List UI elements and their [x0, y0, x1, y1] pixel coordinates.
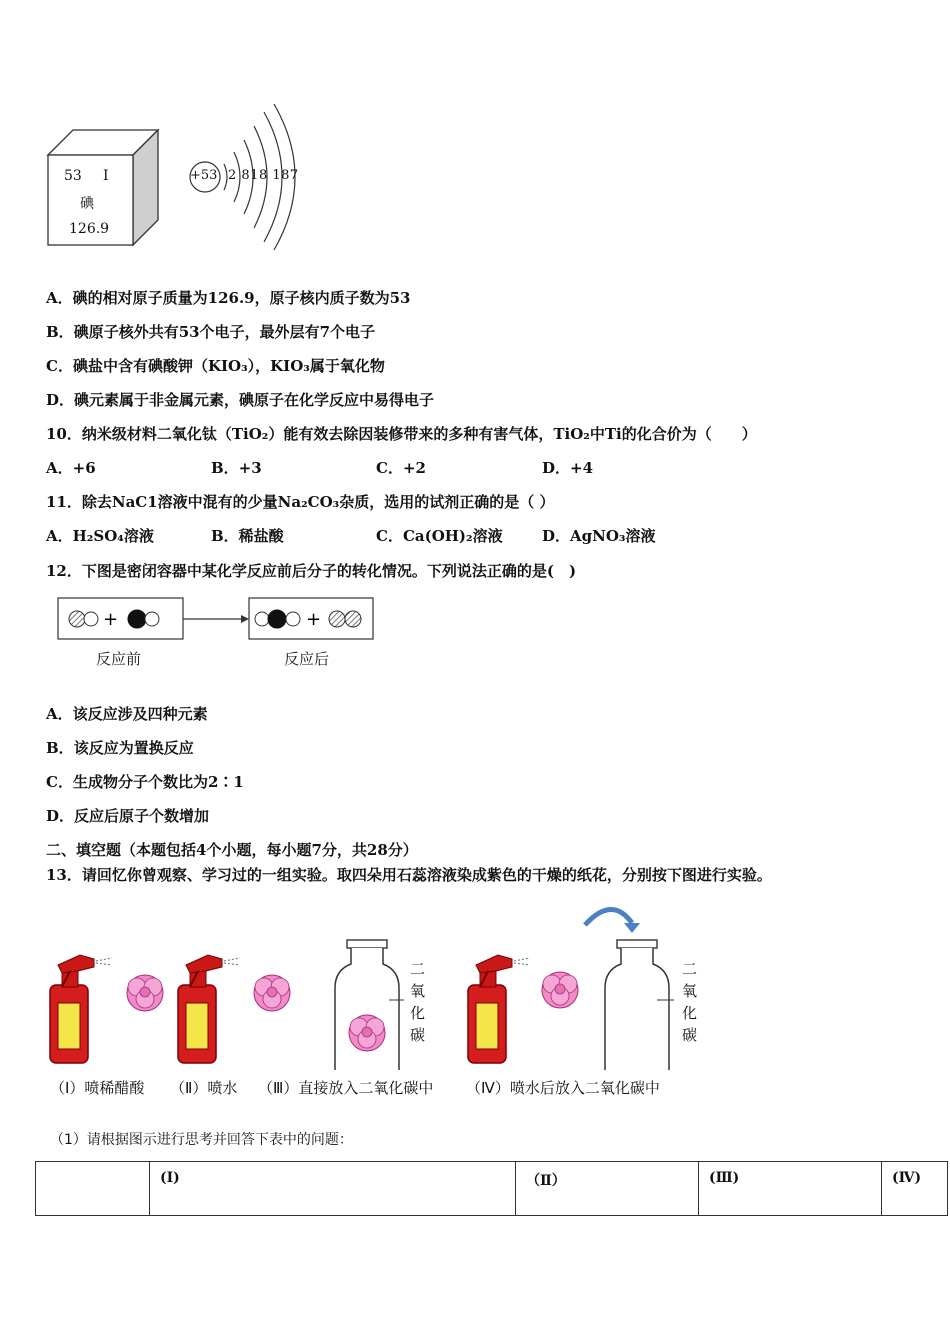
table-header-i: (Ⅰ)	[150, 1162, 516, 1216]
caption-ii: （Ⅱ）喷水	[170, 1079, 238, 1097]
table-header-iv: (Ⅳ)	[882, 1162, 948, 1216]
q11-option-a: A．H₂SO₄溶液	[46, 527, 154, 545]
svg-text:+: +	[306, 609, 322, 630]
nucleus-charge: +53	[190, 168, 218, 183]
after-label: 反应后	[284, 650, 330, 668]
atomic-mass: 126.9	[69, 221, 110, 237]
q9-option-b: B．碘原子核外共有53个电子，最外层有7个电子	[46, 323, 376, 341]
q11-option-b: B．稀盐酸	[211, 527, 284, 545]
table-row	[36, 1162, 948, 1216]
q10-option-b: B．+3	[211, 459, 262, 477]
q10-option-c: C．+2	[376, 459, 426, 477]
co2-label-jar3: 二氧化碳	[410, 960, 426, 1044]
table-header-ii: （Ⅱ）	[516, 1162, 699, 1216]
table-header-iii: (Ⅲ)	[699, 1162, 882, 1216]
before-label: 反应前	[96, 650, 142, 668]
q9-option-c: C．碘盐中含有碘酸钾（KIO₃），KIO₃属于氧化物	[46, 357, 385, 375]
element-symbol: I	[103, 168, 109, 184]
caption-iv: （Ⅳ）喷水后放入二氧化碳中	[466, 1079, 660, 1097]
q10-option-d: D．+4	[542, 459, 594, 477]
q12-option-d: D．反应后原子个数增加	[46, 807, 210, 825]
q9-option-d: D．碘元素属于非金属元素，碘原子在化学反应中易得电子	[46, 391, 435, 409]
q11-options	[46, 525, 746, 545]
q12-stem: 12．下图是密闭容器中某化学反应前后分子的转化情况。下列说法正确的是( )	[46, 562, 577, 580]
q13-experiment-figure	[40, 895, 720, 1070]
q11-option-d: D．AgNO₃溶液	[542, 527, 656, 545]
section-title: 二、填空题（本题包括4个小题，每小题7分，共28分）	[46, 841, 418, 859]
q11-stem: 11．除去NaC1溶液中混有的少量Na₂CO₃杂质，选用的试剂正确的是（ ）	[46, 493, 555, 511]
q11-option-c: C．Ca(OH)₂溶液	[376, 527, 503, 545]
q13-stem: 13．请回忆你曾观察、学习过的一组实验。取四朵用石蕊溶液染成紫色的干燥的纸花，分别按下图进行实验。	[46, 866, 772, 884]
electron-shells: 2 818 187	[228, 168, 299, 183]
q12-option-a: A．该反应涉及四种元素	[46, 705, 208, 723]
q9-option-a: A．碘的相对原子质量为126.9，原子核内质子数为53	[46, 289, 411, 307]
q10-stem: 10．纳米级材料二氧化钛（TiO₂）能有效去除因装修带来的多种有害气体，TiO₂中Ti的化合价为（ ）	[46, 425, 757, 443]
atomic-number: 53	[64, 168, 82, 184]
co2-label-jar4: 二氧化碳	[682, 960, 698, 1044]
reaction-diagram	[55, 595, 385, 645]
svg-text:+: +	[103, 609, 119, 630]
caption-i: （Ⅰ）喷稀醋酸	[50, 1079, 145, 1097]
q12-option-c: C．生成物分子个数比为2∶1	[46, 773, 244, 791]
q12-option-b: B．该反应为置换反应	[46, 739, 194, 757]
element-name: 碘	[80, 196, 94, 212]
q13-sub-question: （1）请根据图示进行思考并回答下表中的问题：	[50, 1132, 353, 1148]
answer-table	[35, 1161, 948, 1216]
caption-iii: （Ⅲ）直接放入二氧化碳中	[258, 1079, 434, 1097]
table-header-blank	[36, 1162, 150, 1216]
q10-option-a: A．+6	[46, 459, 96, 477]
q10-options	[46, 457, 746, 477]
